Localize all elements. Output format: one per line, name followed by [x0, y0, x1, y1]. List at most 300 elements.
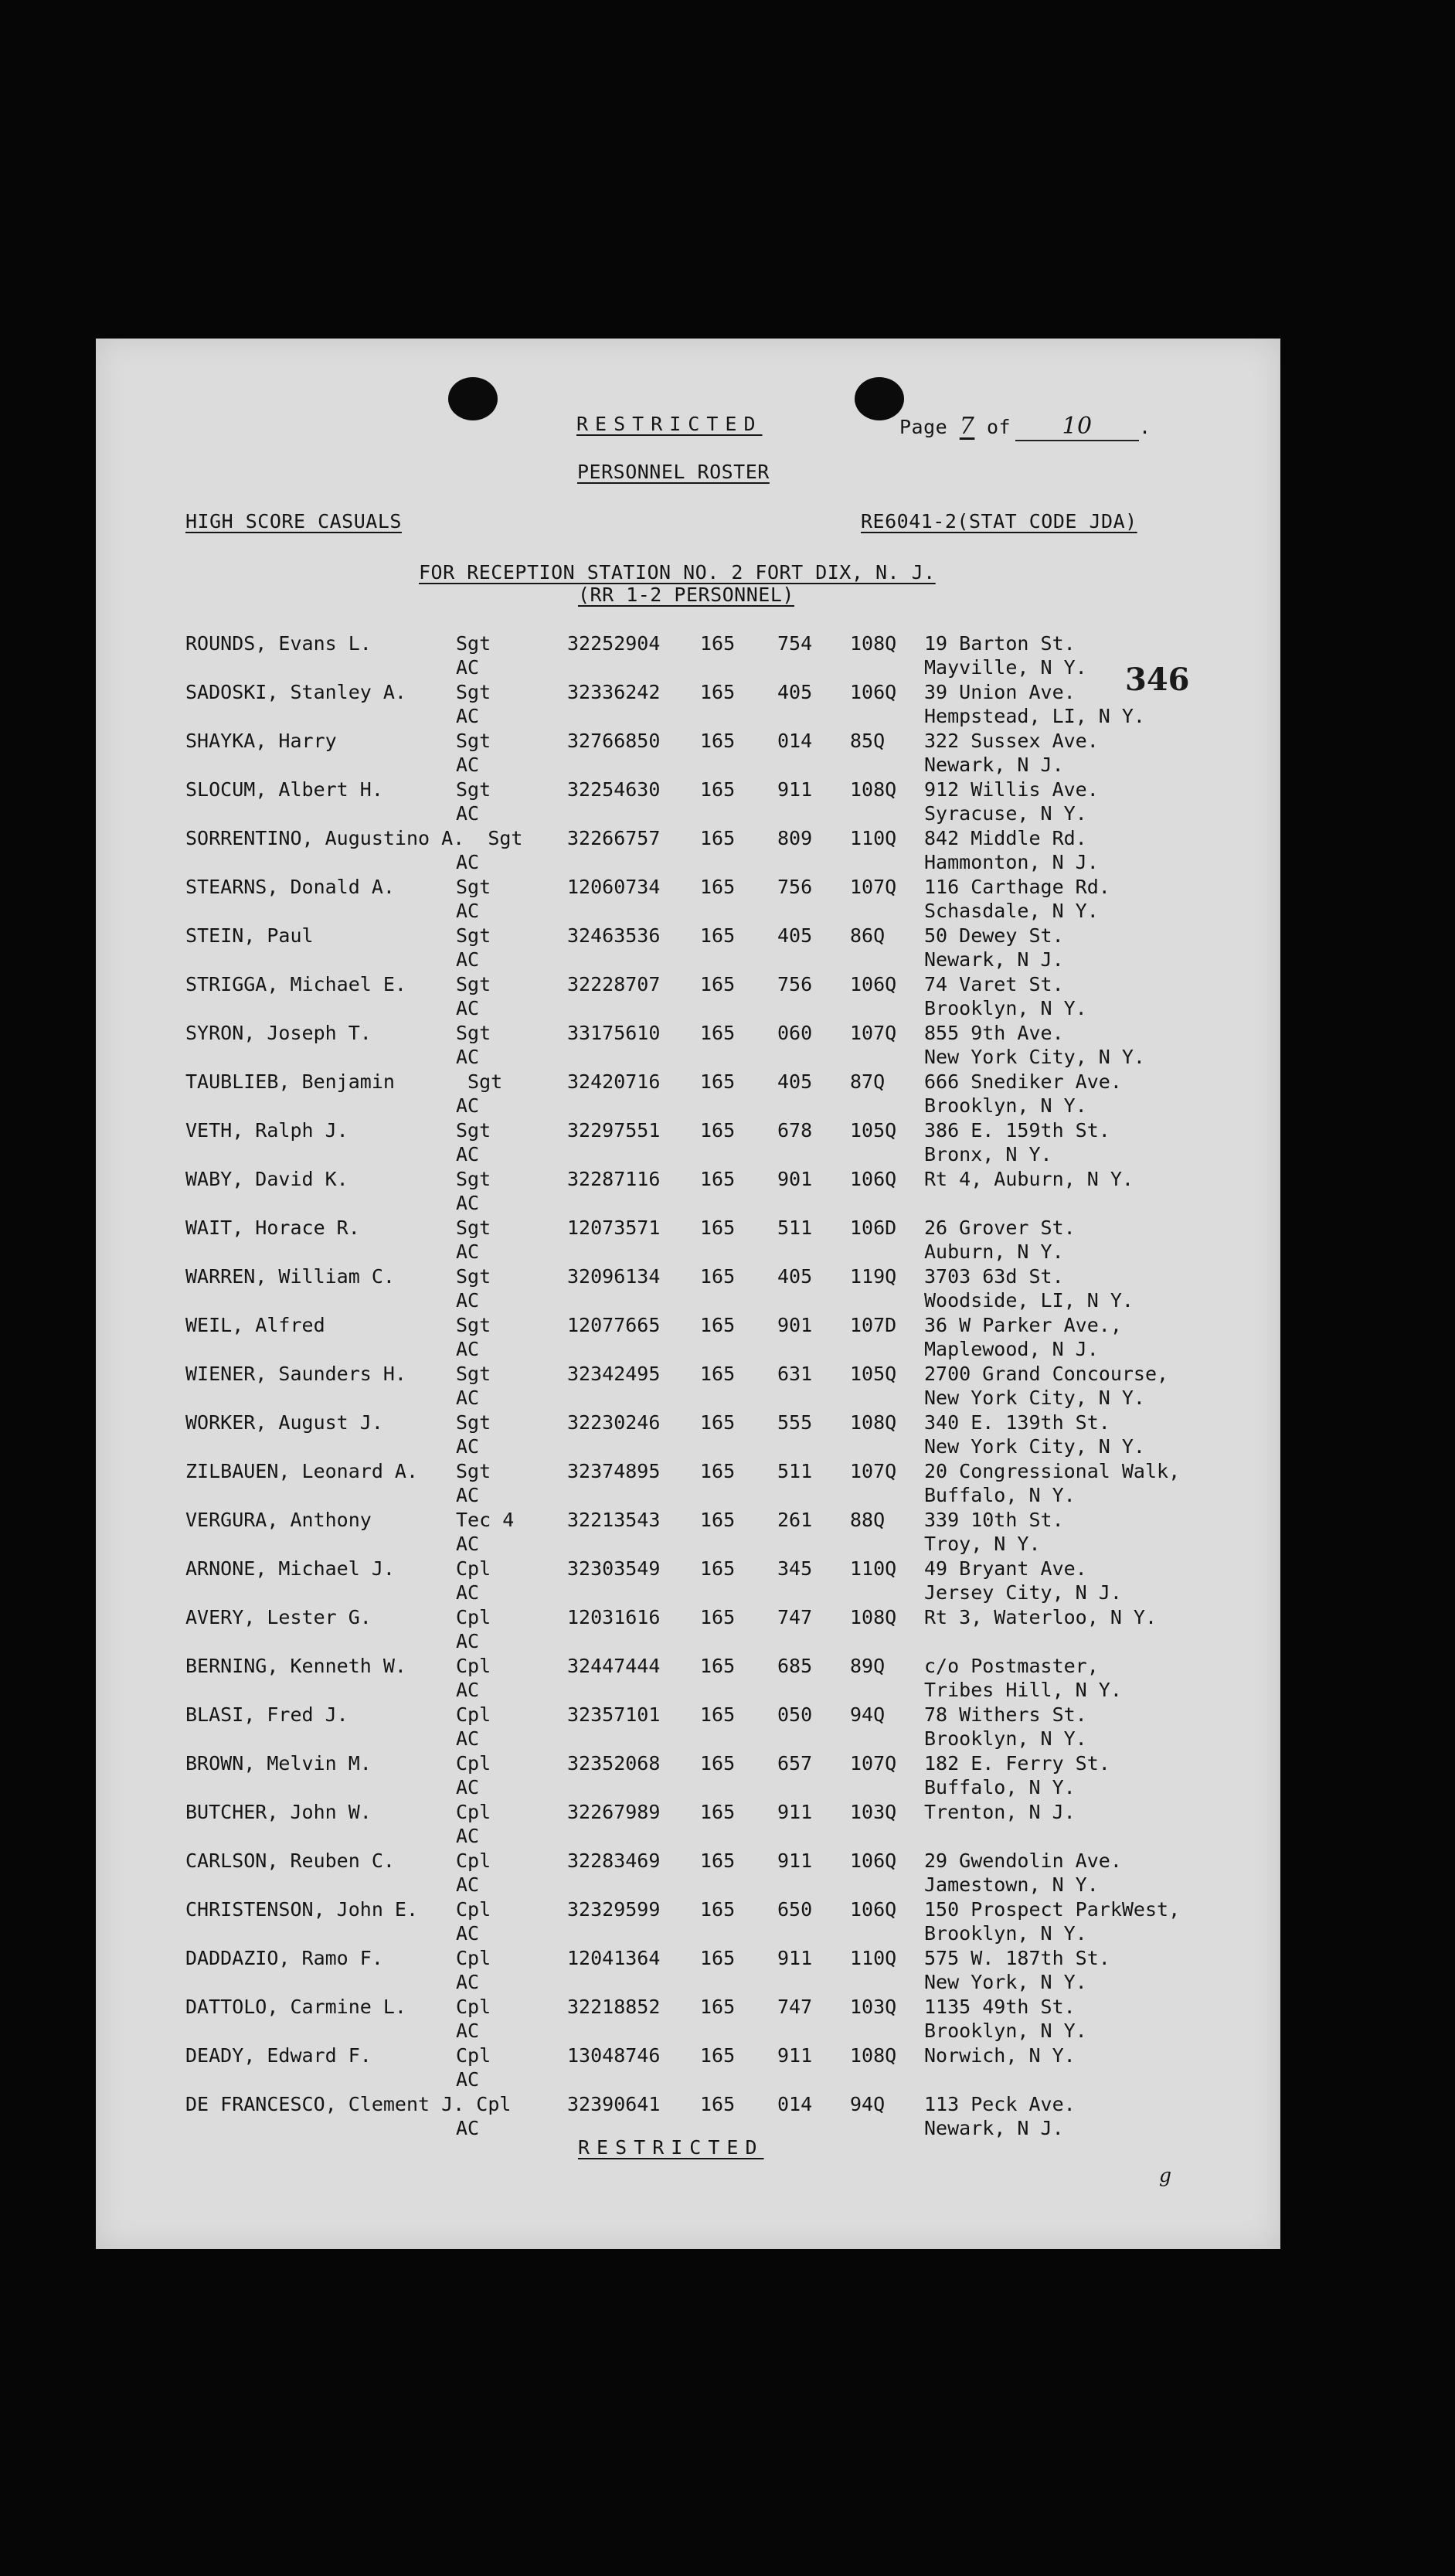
entry-serial: 32254630 [567, 778, 661, 801]
entry-number-a: 165 [700, 1898, 736, 1921]
roster-entry [96, 1119, 1280, 1167]
entry-code: 106Q [850, 1898, 897, 1921]
entry-name: WEIL, Alfred [185, 1314, 325, 1336]
entry-name: STRIGGA, Michael E. [185, 973, 406, 995]
entry-serial: 32336242 [567, 681, 661, 703]
entry-grade: Sgt [456, 1411, 491, 1434]
roster-entry [96, 1655, 1280, 1703]
entry-code: 86Q [850, 924, 886, 947]
entry-number-a: 165 [700, 1606, 736, 1628]
entry-code: 107Q [850, 876, 897, 898]
roster-entry [96, 876, 1280, 924]
entry-number-b: 405 [777, 1265, 813, 1288]
entry-serial: 12077665 [567, 1314, 661, 1336]
entry-number-a: 165 [700, 778, 736, 801]
entry-address-line1: 20 Congressional Walk, [924, 1460, 1181, 1482]
entry-name: ROUNDS, Evans L. [185, 632, 372, 655]
roster-entry [96, 632, 1280, 680]
page-number: 7 [959, 413, 975, 440]
entry-address-line1: 322 Sussex Ave. [924, 730, 1099, 752]
entry-number-b: 809 [777, 827, 813, 849]
entry-grade: Tec 4 [456, 1509, 515, 1531]
roster-list [96, 339, 1280, 2249]
entry-address-line2: Mayville, N Y. [924, 656, 1087, 679]
entry-number-a: 165 [700, 1363, 736, 1385]
entry-serial: 13048746 [567, 2044, 661, 2067]
entry-arm: AC [456, 948, 480, 971]
entry-grade: Sgt [456, 681, 491, 703]
entry-arm: AC [456, 1435, 480, 1458]
entry-serial: 32303549 [567, 1557, 661, 1580]
entry-serial: 12031616 [567, 1606, 661, 1628]
entry-code: 110Q [850, 1947, 897, 1969]
entry-arm: AC [456, 1825, 480, 1847]
entry-arm: AC [456, 2117, 480, 2139]
entry-arm: AC [456, 2020, 480, 2042]
entry-grade: Cpl [456, 1655, 491, 1677]
entry-name: BUTCHER, John W. [185, 1801, 372, 1823]
page-total: 10 [1015, 413, 1139, 441]
entry-address-line2: Auburn, N Y. [924, 1240, 1064, 1263]
roster-entry [96, 2093, 1280, 2141]
roster-entry [96, 730, 1280, 778]
entry-number-b: 405 [777, 681, 813, 703]
entry-grade: Sgt [456, 1314, 491, 1336]
entry-name: SORRENTINO, Augustino A. Sgt [185, 827, 523, 849]
entry-address-line2: New York City, N Y. [924, 1435, 1145, 1458]
entry-number-a: 165 [700, 1119, 736, 1142]
entry-code: 106D [850, 1217, 897, 1239]
roster-entry [96, 2044, 1280, 2092]
roster-entry [96, 1314, 1280, 1362]
group-title: HIGH SCORE CASUALS [185, 510, 402, 533]
entry-arm: AC [456, 1581, 480, 1604]
entry-name: SLOCUM, Albert H. [185, 778, 383, 801]
entry-number-a: 165 [700, 1752, 736, 1775]
entry-grade: Cpl [456, 2044, 491, 2067]
entry-number-a: 165 [700, 1509, 736, 1531]
roster-entry [96, 1509, 1280, 1557]
entry-serial: 32297551 [567, 1119, 661, 1142]
entry-address-line2: Newark, N J. [924, 948, 1064, 971]
entry-name: VERGURA, Anthony [185, 1509, 372, 1531]
entry-address-line1: c/o Postmaster, [924, 1655, 1099, 1677]
entry-name: SHAYKA, Harry [185, 730, 337, 752]
entry-address-line1: 74 Varet St. [924, 973, 1064, 995]
entry-arm: AC [456, 1873, 480, 1896]
entry-serial: 32252904 [567, 632, 661, 655]
entry-code: 108Q [850, 632, 897, 655]
entry-address-line2: Jersey City, N J. [924, 1581, 1122, 1604]
entry-number-a: 165 [700, 1168, 736, 1190]
entry-address-line1: Trenton, N J. [924, 1801, 1076, 1823]
entry-serial: 32390641 [567, 2093, 661, 2115]
entry-address-line2: Brooklyn, N Y. [924, 1094, 1087, 1117]
entry-grade: Sgt [456, 973, 491, 995]
roster-entry [96, 1070, 1280, 1118]
entry-name: STEARNS, Donald A. [185, 876, 395, 898]
entry-address-line2: Brooklyn, N Y. [924, 1922, 1087, 1945]
page-indicator: Page 7 of 10 . [899, 413, 1151, 440]
entry-grade: Sgt [456, 1217, 491, 1239]
entry-name: DATTOLO, Carmine L. [185, 1996, 406, 2018]
entry-arm: AC [456, 1484, 480, 1506]
entry-number-a: 165 [700, 1314, 736, 1336]
entry-number-b: 405 [777, 924, 813, 947]
entry-number-b: 511 [777, 1217, 813, 1239]
entry-number-b: 261 [777, 1509, 813, 1531]
entry-grade: Sgt [456, 1022, 491, 1044]
roster-entry [96, 1898, 1280, 1946]
entry-grade: Sgt [456, 778, 491, 801]
entry-address-line2: Troy, N Y. [924, 1533, 1041, 1555]
entry-number-b: 756 [777, 973, 813, 995]
entry-arm: AC [456, 656, 480, 679]
entry-number-a: 165 [700, 1265, 736, 1288]
roster-entry [96, 1168, 1280, 1216]
entry-grade: Cpl [456, 1898, 491, 1921]
entry-number-a: 165 [700, 924, 736, 947]
entry-code: 106Q [850, 973, 897, 995]
entry-code: 107D [850, 1314, 897, 1336]
entry-serial: 32420716 [567, 1070, 661, 1093]
entry-grade: Sgt [456, 876, 491, 898]
entry-number-b: 014 [777, 730, 813, 752]
entry-arm: AC [456, 802, 480, 825]
entry-number-b: 756 [777, 876, 813, 898]
roster-entry [96, 1022, 1280, 1070]
roster-entry [96, 1703, 1280, 1751]
entry-code: 88Q [850, 1509, 886, 1531]
entry-grade: Cpl [456, 1752, 491, 1775]
entry-address-line2: Brooklyn, N Y. [924, 2020, 1087, 2042]
entry-address-line1: 49 Bryant Ave. [924, 1557, 1087, 1580]
footer-mark: g [1159, 2164, 1172, 2186]
entry-address-line1: 575 W. 187th St. [924, 1947, 1110, 1969]
entry-address-line1: 666 Snediker Ave. [924, 1070, 1122, 1093]
entry-code: 107Q [850, 1460, 897, 1482]
entry-address-line2: New York City, N Y. [924, 1387, 1145, 1409]
entry-grade: Sgt [456, 1460, 491, 1482]
entry-grade: Cpl [456, 1947, 491, 1969]
entry-code: 106Q [850, 1849, 897, 1872]
entry-address-line2: Bronx, N Y. [924, 1143, 1052, 1165]
entry-name: DEADY, Edward F. [185, 2044, 372, 2067]
roster-entry [96, 1752, 1280, 1800]
entry-address-line1: 19 Barton St. [924, 632, 1076, 655]
entry-number-a: 165 [700, 1217, 736, 1239]
roster-entry [96, 827, 1280, 875]
entry-address-line1: Norwich, N Y. [924, 2044, 1076, 2067]
entry-arm: AC [456, 900, 480, 922]
entry-code: 107Q [850, 1022, 897, 1044]
entry-number-b: 911 [777, 778, 813, 801]
entry-code: 108Q [850, 1411, 897, 1434]
entry-serial: 32283469 [567, 1849, 661, 1872]
entry-serial: 32213543 [567, 1509, 661, 1531]
entry-address-line2: Brooklyn, N Y. [924, 997, 1087, 1019]
entry-code: 89Q [850, 1655, 886, 1677]
entry-code: 106Q [850, 1168, 897, 1190]
roster-entry [96, 778, 1280, 826]
entry-code: 110Q [850, 1557, 897, 1580]
entry-number-b: 650 [777, 1898, 813, 1921]
entry-address-line1: 50 Dewey St. [924, 924, 1064, 947]
entry-address-line2: New York City, N Y. [924, 1046, 1145, 1068]
entry-number-b: 511 [777, 1460, 813, 1482]
entry-number-a: 165 [700, 1411, 736, 1434]
entry-number-b: 911 [777, 1801, 813, 1823]
entry-name: CHRISTENSON, John E. [185, 1898, 419, 1921]
entry-name: ARNONE, Michael J. [185, 1557, 395, 1580]
entry-serial: 32266757 [567, 827, 661, 849]
entry-address-line2: Newark, N J. [924, 2117, 1064, 2139]
entry-number-b: 050 [777, 1703, 813, 1726]
entry-code: 87Q [850, 1070, 886, 1093]
entry-code: 105Q [850, 1119, 897, 1142]
entry-number-a: 165 [700, 876, 736, 898]
roster-entry [96, 1849, 1280, 1897]
entry-address-line2: New York, N Y. [924, 1971, 1087, 1993]
entry-number-b: 345 [777, 1557, 813, 1580]
entry-number-b: 555 [777, 1411, 813, 1434]
entry-number-a: 165 [700, 632, 736, 655]
entry-grade: Sgt [456, 1265, 491, 1288]
entry-grade: Sgt [456, 1363, 491, 1385]
entry-arm: AC [456, 1289, 480, 1312]
entry-address-line1: 26 Grover St. [924, 1217, 1076, 1239]
entry-code: 108Q [850, 1606, 897, 1628]
entry-grade: Sgt [456, 1070, 503, 1093]
roster-entry [96, 1363, 1280, 1411]
entry-serial: 32447444 [567, 1655, 661, 1677]
entry-number-b: 901 [777, 1314, 813, 1336]
entry-arm: AC [456, 1533, 480, 1555]
entry-name: WABY, David K. [185, 1168, 348, 1190]
entry-address-line1: 842 Middle Rd. [924, 827, 1087, 849]
entry-number-b: 631 [777, 1363, 813, 1385]
entry-number-a: 165 [700, 1996, 736, 2018]
entry-address-line1: 339 10th St. [924, 1509, 1064, 1531]
entry-address-line2: Syracuse, N Y. [924, 802, 1087, 825]
roster-entry [96, 1557, 1280, 1605]
entry-name: WAIT, Horace R. [185, 1217, 360, 1239]
entry-arm: AC [456, 1046, 480, 1068]
entry-number-b: 747 [777, 1606, 813, 1628]
document-page [96, 339, 1280, 2249]
entry-address-line1: 3703 63d St. [924, 1265, 1064, 1288]
roster-entry [96, 1265, 1280, 1313]
entry-address-line1: 1135 49th St. [924, 1996, 1076, 2018]
entry-grade: Sgt [456, 924, 491, 947]
entry-arm: AC [456, 705, 480, 727]
entry-address-line1: 182 E. Ferry St. [924, 1752, 1110, 1775]
entry-number-b: 911 [777, 2044, 813, 2067]
entry-grade: Cpl [456, 1849, 491, 1872]
entry-grade: Cpl [456, 1606, 491, 1628]
entry-arm: AC [456, 1387, 480, 1409]
entry-serial: 32228707 [567, 973, 661, 995]
entry-number-b: 678 [777, 1119, 813, 1142]
entry-address-line2: Schasdale, N Y. [924, 900, 1099, 922]
entry-number-a: 165 [700, 1849, 736, 1872]
roster-entry [96, 1996, 1280, 2043]
entry-arm: AC [456, 1776, 480, 1798]
entry-serial: 32230246 [567, 1411, 661, 1434]
entry-number-a: 165 [700, 2044, 736, 2067]
entry-serial: 12060734 [567, 876, 661, 898]
entry-serial: 32463536 [567, 924, 661, 947]
entry-serial: 12073571 [567, 1217, 661, 1239]
entry-name: ZILBAUEN, Leonard A. [185, 1460, 419, 1482]
entry-name: AVERY, Lester G. [185, 1606, 372, 1628]
entry-number-b: 060 [777, 1022, 813, 1044]
entry-name: BERNING, Kenneth W. [185, 1655, 406, 1677]
roster-entry [96, 924, 1280, 972]
page-label: Page [899, 416, 948, 438]
rr-line: (RR 1-2 PERSONNEL) [578, 584, 794, 606]
entry-serial: 32766850 [567, 730, 661, 752]
entry-arm: AC [456, 1630, 480, 1652]
entry-arm: AC [456, 1727, 480, 1750]
entry-code: 107Q [850, 1752, 897, 1775]
entry-name: DADDAZIO, Ramo F. [185, 1947, 383, 1969]
entry-number-b: 405 [777, 1070, 813, 1093]
entry-grade: Sgt [456, 632, 491, 655]
roster-title: PERSONNEL ROSTER [577, 461, 770, 483]
entry-number-b: 911 [777, 1947, 813, 1969]
entry-serial: 32218852 [567, 1996, 661, 2018]
entry-name: STEIN, Paul [185, 924, 314, 947]
entry-grade: Sgt [456, 1119, 491, 1142]
entry-address-line1: 386 E. 159th St. [924, 1119, 1110, 1142]
entry-address-line1: Rt 4, Auburn, N Y. [924, 1168, 1134, 1190]
entry-address-line2: Hempstead, LI, N Y. [924, 705, 1145, 727]
entry-address-line1: 36 W Parker Ave., [924, 1314, 1122, 1336]
entry-serial: 12041364 [567, 1947, 661, 1969]
entry-number-a: 165 [700, 1022, 736, 1044]
entry-arm: AC [456, 1240, 480, 1263]
entry-arm: AC [456, 997, 480, 1019]
entry-number-a: 165 [700, 1460, 736, 1482]
entry-address-line1: 855 9th Ave. [924, 1022, 1064, 1044]
roster-entry [96, 973, 1280, 1021]
entry-serial: 32096134 [567, 1265, 661, 1288]
entry-arm: AC [456, 754, 480, 776]
entry-code: 85Q [850, 730, 886, 752]
entry-serial: 32267989 [567, 1801, 661, 1823]
roster-entry [96, 1606, 1280, 1654]
entry-arm: AC [456, 1094, 480, 1117]
entry-name: WARREN, William C. [185, 1265, 395, 1288]
order-code: RE6041-2(STAT CODE JDA) [861, 510, 1137, 533]
entry-name: WORKER, August J. [185, 1411, 383, 1434]
entry-number-b: 014 [777, 2093, 813, 2115]
entry-code: 110Q [850, 827, 897, 849]
entry-code: 94Q [850, 1703, 886, 1726]
classification-footer: RESTRICTED [578, 2136, 764, 2159]
entry-serial: 32374895 [567, 1460, 661, 1482]
entry-address-line2: Woodside, LI, N Y. [924, 1289, 1134, 1312]
entry-address-line1: 2700 Grand Concourse, [924, 1363, 1169, 1385]
entry-arm: AC [456, 1679, 480, 1701]
roster-entry [96, 681, 1280, 729]
entry-address-line2: Brooklyn, N Y. [924, 1727, 1087, 1750]
entry-number-a: 165 [700, 681, 736, 703]
entry-arm: AC [456, 1143, 480, 1165]
entry-serial: 33175610 [567, 1022, 661, 1044]
entry-grade: Sgt [456, 1168, 491, 1190]
entry-grade: Cpl [456, 1557, 491, 1580]
entry-arm: AC [456, 851, 480, 873]
entry-address-line1: 39 Union Ave. [924, 681, 1076, 703]
entry-code: 106Q [850, 681, 897, 703]
entry-serial: 32287116 [567, 1168, 661, 1190]
entry-number-a: 165 [700, 827, 736, 849]
entry-address-line2: Tribes Hill, N Y. [924, 1679, 1122, 1701]
entry-arm: AC [456, 1192, 480, 1214]
page-of: of [986, 416, 1011, 438]
entry-address-line2: Buffalo, N Y. [924, 1484, 1076, 1506]
classification-header: RESTRICTED [576, 413, 763, 435]
entry-number-b: 911 [777, 1849, 813, 1872]
entry-code: 103Q [850, 1801, 897, 1823]
entry-number-a: 165 [700, 1070, 736, 1093]
entry-address-line1: 150 Prospect ParkWest, [924, 1898, 1181, 1921]
entry-name: BLASI, Fred J. [185, 1703, 348, 1726]
entry-grade: Cpl [456, 1801, 491, 1823]
stamped-page-number: 346 [1125, 662, 1190, 698]
entry-grade: Cpl [456, 1996, 491, 2018]
station-line: FOR RECEPTION STATION NO. 2 FORT DIX, N. J. [419, 561, 936, 584]
entry-address-line1: 29 Gwendolin Ave. [924, 1849, 1122, 1872]
entry-address-line1: 912 Willis Ave. [924, 778, 1099, 801]
entry-address-line2: Buffalo, N Y. [924, 1776, 1076, 1798]
entry-number-b: 754 [777, 632, 813, 655]
entry-grade: Sgt [456, 730, 491, 752]
entry-code: 103Q [850, 1996, 897, 2018]
roster-entry [96, 1217, 1280, 1264]
entry-name: DE FRANCESCO, Clement J. Cpl [185, 2093, 512, 2115]
entry-serial: 32329599 [567, 1898, 661, 1921]
entry-serial: 32352068 [567, 1752, 661, 1775]
entry-arm: AC [456, 1922, 480, 1945]
entry-code: 119Q [850, 1265, 897, 1288]
entry-address-line1: 116 Carthage Rd. [924, 876, 1110, 898]
entry-address-line2: Jamestown, N Y. [924, 1873, 1099, 1896]
entry-address-line1: Rt 3, Waterloo, N Y. [924, 1606, 1158, 1628]
entry-name: WIENER, Saunders H. [185, 1363, 406, 1385]
entry-number-a: 165 [700, 730, 736, 752]
entry-arm: AC [456, 1338, 480, 1360]
roster-entry [96, 1460, 1280, 1508]
entry-number-a: 165 [700, 1703, 736, 1726]
entry-name: VETH, Ralph J. [185, 1119, 348, 1142]
entry-number-a: 165 [700, 2093, 736, 2115]
entry-number-a: 165 [700, 1655, 736, 1677]
entry-address-line1: 78 Withers St. [924, 1703, 1087, 1726]
entry-number-a: 165 [700, 1801, 736, 1823]
entry-arm: AC [456, 2068, 480, 2091]
entry-number-b: 747 [777, 1996, 813, 2018]
entry-address-line2: Maplewood, N J. [924, 1338, 1099, 1360]
entry-code: 108Q [850, 778, 897, 801]
entry-name: CARLSON, Reuben C. [185, 1849, 395, 1872]
entry-name: SYRON, Joseph T. [185, 1022, 372, 1044]
entry-number-a: 165 [700, 1947, 736, 1969]
entry-address-line2: Newark, N J. [924, 754, 1064, 776]
entry-name: TAUBLIEB, Benjamin [185, 1070, 395, 1093]
